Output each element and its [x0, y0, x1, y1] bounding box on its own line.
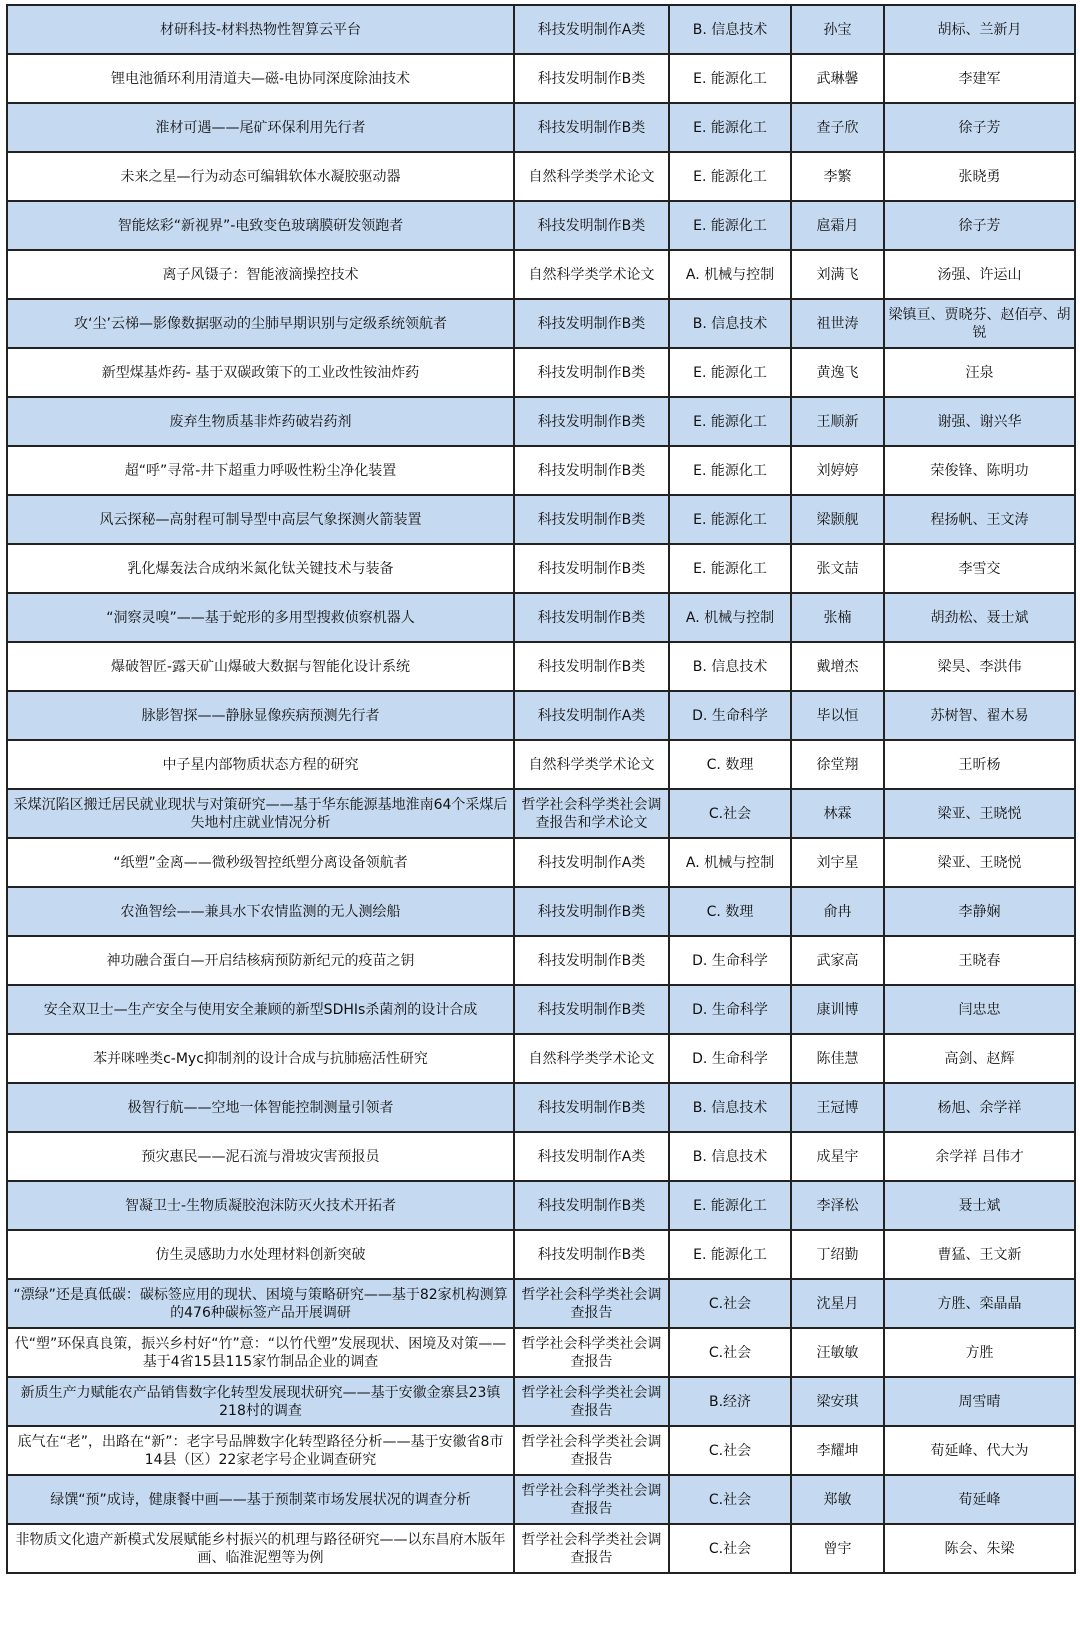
leader-cell: 成星宇 — [791, 1132, 884, 1181]
project-title-cell: 极智行航——空地一体智能控制测量引领者 — [7, 1083, 514, 1132]
table-row — [7, 103, 1075, 152]
table-row — [7, 250, 1075, 299]
category-cell: 科技发明制作B类 — [514, 642, 669, 691]
advisor-cell: 梁昊、李洪伟 — [884, 642, 1075, 691]
advisor-cell: 梁亚、王晓悦 — [884, 789, 1075, 838]
table-row — [7, 1524, 1075, 1573]
advisor-cell: 杨旭、余学祥 — [884, 1083, 1075, 1132]
advisor-cell: 梁镇亘、贾晓芬、赵佰亭、胡锐 — [884, 299, 1075, 348]
category-cell: 科技发明制作A类 — [514, 838, 669, 887]
discipline-cell: C. 数理 — [669, 740, 791, 789]
leader-cell: 扈霜月 — [791, 201, 884, 250]
category-cell: 自然科学类学术论文 — [514, 1034, 669, 1083]
advisor-cell: 李静娴 — [884, 887, 1075, 936]
project-title-cell: 神功融合蛋白—开启结核病预防新纪元的疫苗之钥 — [7, 936, 514, 985]
category-cell: 科技发明制作A类 — [514, 691, 669, 740]
leader-cell: 查子欣 — [791, 103, 884, 152]
discipline-cell: E. 能源化工 — [669, 348, 791, 397]
table-row — [7, 642, 1075, 691]
leader-cell: 李泽松 — [791, 1181, 884, 1230]
project-title-cell: 乳化爆轰法合成纳米氮化钛关键技术与装备 — [7, 544, 514, 593]
category-cell: 哲学社会科学类社会调查报告 — [514, 1377, 669, 1426]
discipline-cell: A. 机械与控制 — [669, 838, 791, 887]
advisor-cell: 谢强、谢兴华 — [884, 397, 1075, 446]
leader-cell: 梁安琪 — [791, 1377, 884, 1426]
leader-cell: 沈星月 — [791, 1279, 884, 1328]
category-cell: 科技发明制作B类 — [514, 495, 669, 544]
category-cell: 哲学社会科学类社会调查报告 — [514, 1475, 669, 1524]
category-cell: 哲学社会科学类社会调查报告 — [514, 1426, 669, 1475]
discipline-cell: E. 能源化工 — [669, 1230, 791, 1279]
discipline-cell: B. 信息技术 — [669, 1132, 791, 1181]
leader-cell: 李耀坤 — [791, 1426, 884, 1475]
discipline-cell: D. 生命科学 — [669, 936, 791, 985]
advisor-cell: 聂士斌 — [884, 1181, 1075, 1230]
table-row — [7, 348, 1075, 397]
discipline-cell: C.社会 — [669, 1279, 791, 1328]
table-row — [7, 887, 1075, 936]
discipline-cell: D. 生命科学 — [669, 1034, 791, 1083]
advisor-cell: 方胜、栾晶晶 — [884, 1279, 1075, 1328]
leader-cell: 武家高 — [791, 936, 884, 985]
table-row — [7, 740, 1075, 789]
leader-cell: 张楠 — [791, 593, 884, 642]
leader-cell: 林霖 — [791, 789, 884, 838]
category-cell: 科技发明制作A类 — [514, 5, 669, 54]
leader-cell: 戴增杰 — [791, 642, 884, 691]
table-row — [7, 1132, 1075, 1181]
discipline-cell: E. 能源化工 — [669, 544, 791, 593]
table-row — [7, 54, 1075, 103]
project-title-cell: 非物质文化遗产新模式发展赋能乡村振兴的机理与路径研究——以东昌府木版年画、临淮泥塑等为例 — [7, 1524, 514, 1573]
discipline-cell: B. 信息技术 — [669, 642, 791, 691]
category-cell: 科技发明制作A类 — [514, 1132, 669, 1181]
table-row — [7, 1475, 1075, 1524]
category-cell: 哲学社会科学类社会调查报告 — [514, 1524, 669, 1573]
table-row — [7, 1328, 1075, 1377]
project-title-cell: 风云探秘—高射程可制导型中高层气象探测火箭装置 — [7, 495, 514, 544]
project-title-cell: 中子星内部物质状态方程的研究 — [7, 740, 514, 789]
category-cell: 科技发明制作B类 — [514, 936, 669, 985]
table-row — [7, 1377, 1075, 1426]
discipline-cell: E. 能源化工 — [669, 103, 791, 152]
project-title-cell: 未来之星—行为动态可编辑软体水凝胶驱动器 — [7, 152, 514, 201]
project-title-cell: 淮材可遇——尾矿环保利用先行者 — [7, 103, 514, 152]
category-cell: 科技发明制作B类 — [514, 1230, 669, 1279]
advisor-cell: 高剑、赵辉 — [884, 1034, 1075, 1083]
discipline-cell: C.社会 — [669, 1524, 791, 1573]
category-cell: 自然科学类学术论文 — [514, 152, 669, 201]
leader-cell: 徐堂翔 — [791, 740, 884, 789]
project-title-cell: 脉影智探——静脉显像疾病预测先行者 — [7, 691, 514, 740]
discipline-cell: B. 信息技术 — [669, 5, 791, 54]
category-cell: 科技发明制作B类 — [514, 1083, 669, 1132]
project-title-cell: 代“塑”环保真良策，振兴乡村好“竹”意：“以竹代塑”发展现状、困境及对策——基于4省15县115家竹制品企业的调查 — [7, 1328, 514, 1377]
leader-cell: 武琳馨 — [791, 54, 884, 103]
discipline-cell: E. 能源化工 — [669, 446, 791, 495]
table-row — [7, 1230, 1075, 1279]
leader-cell: 张文喆 — [791, 544, 884, 593]
category-cell: 科技发明制作B类 — [514, 348, 669, 397]
advisor-cell: 王昕杨 — [884, 740, 1075, 789]
leader-cell: 孙宝 — [791, 5, 884, 54]
discipline-cell: C.社会 — [669, 1426, 791, 1475]
table-row — [7, 446, 1075, 495]
category-cell: 科技发明制作B类 — [514, 397, 669, 446]
category-cell: 科技发明制作B类 — [514, 54, 669, 103]
table-row — [7, 985, 1075, 1034]
table-row — [7, 1083, 1075, 1132]
category-cell: 科技发明制作B类 — [514, 103, 669, 152]
project-title-cell: 预灾惠民——泥石流与滑坡灾害预报员 — [7, 1132, 514, 1181]
advisor-cell: 苏树智、翟木易 — [884, 691, 1075, 740]
project-title-cell: 智凝卫士-生物质凝胶泡沫防灭火技术开拓者 — [7, 1181, 514, 1230]
table-body — [7, 5, 1075, 1573]
table-row — [7, 397, 1075, 446]
project-title-cell: 材研科技-材料热物性智算云平台 — [7, 5, 514, 54]
category-cell: 科技发明制作B类 — [514, 299, 669, 348]
category-cell: 科技发明制作B类 — [514, 201, 669, 250]
discipline-cell: E. 能源化工 — [669, 54, 791, 103]
table-row — [7, 1181, 1075, 1230]
table-row — [7, 1034, 1075, 1083]
discipline-cell: E. 能源化工 — [669, 397, 791, 446]
discipline-cell: E. 能源化工 — [669, 152, 791, 201]
project-title-cell: 新质生产力赋能农产品销售数字化转型发展现状研究——基于安徽金寨县23镇218村的调查 — [7, 1377, 514, 1426]
discipline-cell: C.社会 — [669, 1475, 791, 1524]
leader-cell: 毕以恒 — [791, 691, 884, 740]
table-row — [7, 936, 1075, 985]
advisor-cell: 胡劲松、聂士斌 — [884, 593, 1075, 642]
discipline-cell: C.社会 — [669, 789, 791, 838]
advisor-cell: 张晓勇 — [884, 152, 1075, 201]
advisor-cell: 李雪交 — [884, 544, 1075, 593]
category-cell: 自然科学类学术论文 — [514, 740, 669, 789]
discipline-cell: D. 生命科学 — [669, 691, 791, 740]
advisor-cell: 胡标、兰新月 — [884, 5, 1075, 54]
advisor-cell: 李建军 — [884, 54, 1075, 103]
leader-cell: 李繁 — [791, 152, 884, 201]
discipline-cell: A. 机械与控制 — [669, 593, 791, 642]
discipline-cell: A. 机械与控制 — [669, 250, 791, 299]
advisor-cell: 荀延峰、代大为 — [884, 1426, 1075, 1475]
leader-cell: 黄逸飞 — [791, 348, 884, 397]
category-cell: 哲学社会科学类社会调查报告 — [514, 1328, 669, 1377]
table-row — [7, 838, 1075, 887]
advisor-cell: 徐子芳 — [884, 201, 1075, 250]
leader-cell: 刘宇星 — [791, 838, 884, 887]
category-cell: 科技发明制作B类 — [514, 544, 669, 593]
project-title-cell: 安全双卫士—生产安全与使用安全兼顾的新型SDHIs杀菌剂的设计合成 — [7, 985, 514, 1034]
project-title-cell: 智能炫彩“新视界”-电致变色玻璃膜研发领跑者 — [7, 201, 514, 250]
discipline-cell: E. 能源化工 — [669, 495, 791, 544]
leader-cell: 王冠博 — [791, 1083, 884, 1132]
discipline-cell: B.经济 — [669, 1377, 791, 1426]
leader-cell: 曾宇 — [791, 1524, 884, 1573]
project-title-cell: 苯并咪唑类c-Myc抑制剂的设计合成与抗肺癌活性研究 — [7, 1034, 514, 1083]
leader-cell: 郑敏 — [791, 1475, 884, 1524]
advisor-cell: 余学祥 吕伟才 — [884, 1132, 1075, 1181]
discipline-cell: D. 生命科学 — [669, 985, 791, 1034]
table-row — [7, 152, 1075, 201]
leader-cell: 刘婷婷 — [791, 446, 884, 495]
leader-cell: 俞冉 — [791, 887, 884, 936]
table-row — [7, 691, 1075, 740]
advisor-cell: 程扬帆、王文涛 — [884, 495, 1075, 544]
advisor-cell: 梁亚、王晓悦 — [884, 838, 1075, 887]
category-cell: 科技发明制作B类 — [514, 1181, 669, 1230]
table-row — [7, 1426, 1075, 1475]
category-cell: 科技发明制作B类 — [514, 446, 669, 495]
table-row — [7, 495, 1075, 544]
table-row — [7, 593, 1075, 642]
advisor-cell: 荀延峰 — [884, 1475, 1075, 1524]
project-title-cell: 离子风镊子：智能液滴操控技术 — [7, 250, 514, 299]
category-cell: 哲学社会科学类社会调查报告和学术论文 — [514, 789, 669, 838]
discipline-cell: B. 信息技术 — [669, 299, 791, 348]
leader-cell: 丁绍勤 — [791, 1230, 884, 1279]
leader-cell: 梁颢舰 — [791, 495, 884, 544]
leader-cell: 祖世涛 — [791, 299, 884, 348]
project-title-cell: 锂电池循环利用清道夫—磁-电协同深度除油技术 — [7, 54, 514, 103]
advisor-cell: 徐子芳 — [884, 103, 1075, 152]
project-title-cell: 废弃生物质基非炸药破岩药剂 — [7, 397, 514, 446]
advisor-cell: 陈会、朱梁 — [884, 1524, 1075, 1573]
table-row — [7, 5, 1075, 54]
table-row — [7, 544, 1075, 593]
project-title-cell: 爆破智匠-露天矿山爆破大数据与智能化设计系统 — [7, 642, 514, 691]
discipline-cell: E. 能源化工 — [669, 201, 791, 250]
project-title-cell: “洞察灵嗅”——基于蛇形的多用型搜救侦察机器人 — [7, 593, 514, 642]
category-cell: 自然科学类学术论文 — [514, 250, 669, 299]
discipline-cell: C. 数理 — [669, 887, 791, 936]
project-title-cell: “漂绿”还是真低碳：碳标签应用的现状、困境与策略研究——基于82家机构测算的476种碳标签产品开展调研 — [7, 1279, 514, 1328]
project-title-cell: 超“呼”寻常-井下超重力呼吸性粉尘净化装置 — [7, 446, 514, 495]
table-row — [7, 789, 1075, 838]
leader-cell: 陈佳慧 — [791, 1034, 884, 1083]
category-cell: 科技发明制作B类 — [514, 593, 669, 642]
table-row — [7, 1279, 1075, 1328]
project-title-cell: 农渔智绘——兼具水下农情监测的无人测绘船 — [7, 887, 514, 936]
table-container — [6, 4, 1076, 1574]
advisor-cell: 闫忠忠 — [884, 985, 1075, 1034]
advisor-cell: 周雪晴 — [884, 1377, 1075, 1426]
project-title-cell: 底气在“老”，出路在“新”：老字号品牌数字化转型路径分析——基于安徽省8市14县（区）22家老字号企业调查研究 — [7, 1426, 514, 1475]
project-title-cell: 仿生灵感助力水处理材料创新突破 — [7, 1230, 514, 1279]
advisor-cell: 汤强、许运山 — [884, 250, 1075, 299]
table-row — [7, 299, 1075, 348]
advisor-cell: 汪泉 — [884, 348, 1075, 397]
discipline-cell: C.社会 — [669, 1328, 791, 1377]
leader-cell: 康训博 — [791, 985, 884, 1034]
leader-cell: 汪敏敏 — [791, 1328, 884, 1377]
category-cell: 科技发明制作B类 — [514, 985, 669, 1034]
discipline-cell: B. 信息技术 — [669, 1083, 791, 1132]
category-cell: 哲学社会科学类社会调查报告 — [514, 1279, 669, 1328]
project-title-cell: 新型煤基炸药- 基于双碳政策下的工业改性铵油炸药 — [7, 348, 514, 397]
project-title-cell: “纸塑”金离——微秒级智控纸塑分离设备领航者 — [7, 838, 514, 887]
project-title-cell: 绿馔“预”成诗，健康餐中画——基于预制菜市场发展状况的调查分析 — [7, 1475, 514, 1524]
project-title-cell: 采煤沉陷区搬迁居民就业现状与对策研究——基于华东能源基地淮南64个采煤后失地村庄就业情况分析 — [7, 789, 514, 838]
leader-cell: 刘满飞 — [791, 250, 884, 299]
project-table — [6, 4, 1076, 1574]
advisor-cell: 方胜 — [884, 1328, 1075, 1377]
category-cell: 科技发明制作B类 — [514, 887, 669, 936]
advisor-cell: 王晓春 — [884, 936, 1075, 985]
leader-cell: 王顺新 — [791, 397, 884, 446]
advisor-cell: 荣俊锋、陈明功 — [884, 446, 1075, 495]
table-row — [7, 201, 1075, 250]
advisor-cell: 曹猛、王文新 — [884, 1230, 1075, 1279]
discipline-cell: E. 能源化工 — [669, 1181, 791, 1230]
project-title-cell: 攻‘尘’云梯—影像数据驱动的尘肺早期识别与定级系统领航者 — [7, 299, 514, 348]
